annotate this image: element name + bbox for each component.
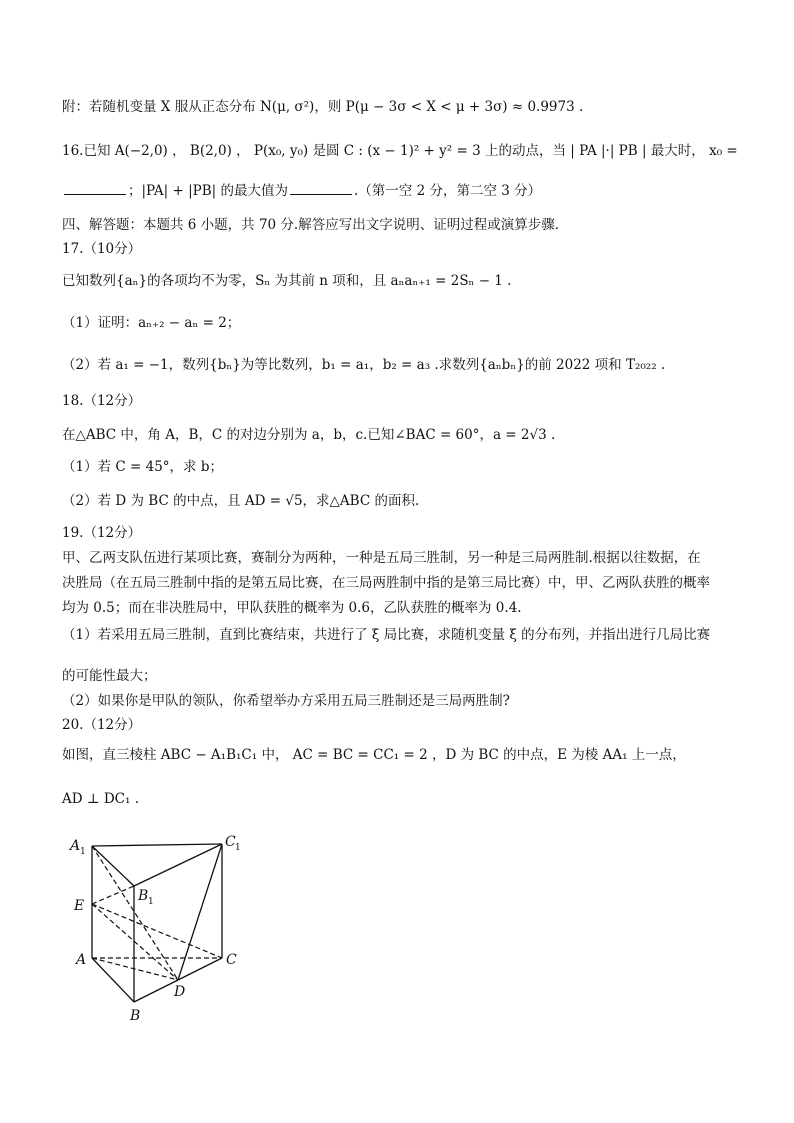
question-18-part-1: （1）若 C = 45°，求 b； — [62, 459, 223, 475]
question-16-line-1: 16.已知 A(−2,0) ， B(2,0) ， P(x₀, y₀) 是圆 C : (x − 1)² + y² = 3 上的动点，当 | PA |·| PB | 最大时， x₀ = — [62, 143, 738, 159]
question-17-part-2: （2）若 a₁ = −1，数列{bₙ}为等比数列，b₁ = a₁，b₂ = a₃ .求数列{aₙbₙ}的前 2022 项和 T₂₀₂₂ . — [62, 357, 666, 373]
label-b1: B — [138, 888, 149, 904]
label-c: C — [226, 952, 237, 968]
label-a: A — [76, 952, 87, 968]
label-c1-sub: 1 — [235, 843, 241, 853]
question-16-line-2 — [62, 182, 541, 200]
question-19-part-1: （1）若采用五局三胜制，直到比赛结束，共进行了 ξ 局比赛，求随机变量 ξ 的分布列，并指出进行几局比赛 — [62, 627, 711, 643]
question-17-stem: 已知数列{aₙ}的各项均不为零，Sₙ 为其前 n 项和，且 aₙaₙ₊₁ = 2Sₙ − 1 . — [62, 273, 512, 289]
triangular-prism-figure — [62, 826, 262, 1026]
question-16-text-a: ；|PA| + |PB| 的最大值为 — [128, 183, 288, 199]
question-19-part-1-cont: 的可能性最大； — [62, 668, 157, 684]
label-a1: A — [70, 838, 81, 854]
question-18-heading: 18.（12分） — [62, 393, 142, 409]
label-a1-sub: 1 — [80, 847, 86, 857]
question-19-stem-2: 决胜局（在五局三胜制中指的是第五局比赛，在三局两胜制中指的是第三局比赛）中，甲、乙两队获胜的概率 — [62, 575, 710, 591]
question-20-stem-1: 如图，直三棱柱 ABC − A₁B₁C₁ 中， AC = BC = CC₁ = 2 ，D 为 BC 的中点，E 为棱 AA₁ 上一点， — [62, 747, 686, 763]
question-19-stem-3: 均为 0.5；而在非决胜局中，甲队获胜的概率为 0.6，乙队获胜的概率为 0.4. — [62, 600, 522, 616]
vertex-labels — [68, 834, 241, 1024]
label-b1-sub: 1 — [148, 897, 154, 907]
edge-ab — [92, 958, 134, 1002]
label-b: B — [130, 1008, 141, 1024]
edge-a1c1 — [92, 844, 222, 846]
question-20-heading: 20.（12分） — [62, 717, 142, 733]
edge-ec-hidden — [92, 904, 222, 958]
edge-b1c1 — [134, 844, 222, 886]
label-d: D — [174, 984, 186, 1000]
answer-blank-2 — [290, 182, 352, 195]
question-18-part-2: （2）若 D 为 BC 的中点，且 AD = √5，求△ABC 的面积. — [62, 493, 420, 509]
edge-a1d-hidden — [92, 846, 178, 980]
question-17-heading: 17.（10分） — [62, 241, 142, 257]
edge-c1d — [178, 844, 222, 980]
section-heading-4: 四、解答题：本题共 6 小题，共 70 分.解答应写出文字说明、证明过程或演算步骤. — [62, 217, 560, 233]
label-c1: C — [225, 834, 236, 850]
question-18-stem: 在△ABC 中，角 A，B，C 的对边分别为 a，b，c.已知∠BAC = 60°，a = 2√3 . — [62, 427, 556, 443]
answer-blank-1 — [64, 182, 126, 195]
question-20-stem-2: AD ⊥ DC₁ . — [62, 791, 139, 807]
question-17-part-1: （1）证明：aₙ₊₂ − aₙ = 2； — [62, 315, 241, 331]
normal-distribution-note: 附：若随机变量 X 服从正态分布 N(μ, σ²)，则 P(μ − 3σ < X < μ + 3σ) ≈ 0.9973 . — [62, 99, 584, 115]
question-19-heading: 19.（12分） — [62, 525, 142, 541]
question-16-text-b: .（第一空 2 分，第二空 3 分） — [353, 183, 542, 199]
edge-a1b1 — [92, 846, 134, 886]
question-19-stem-1: 甲、乙两支队伍进行某项比赛，赛制分为两种，一种是五局三胜制，另一种是三局两胜制.根据以往数据，在 — [62, 550, 701, 566]
label-e: E — [74, 898, 85, 914]
question-19-part-2: （2）如果你是甲队的领队，你希望举办方采用五局三胜制还是三局两胜制? — [62, 693, 510, 709]
